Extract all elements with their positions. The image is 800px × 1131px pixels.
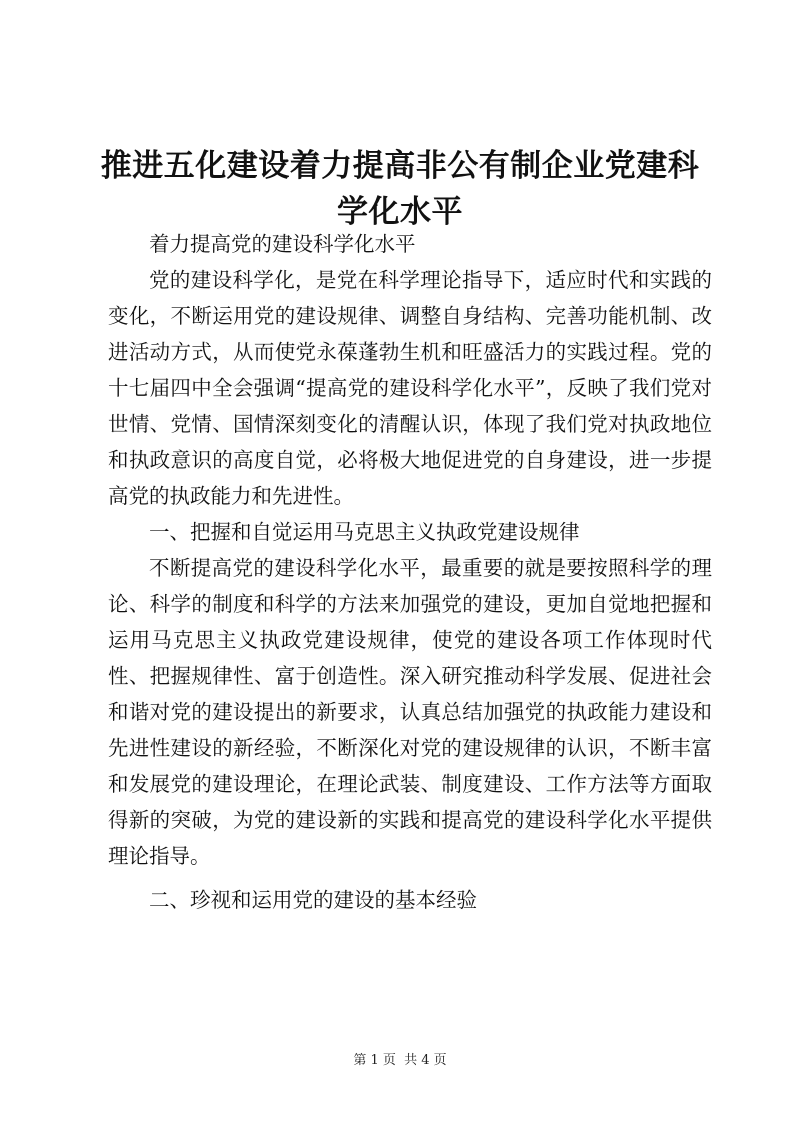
paragraph-section-1: 不断提高党的建设科学化水平，最重要的就是要按照科学的理论、科学的制度和科学的方法来加强党的建设，更加自觉地把握和运用马克思主义执政党建设规律，使党的建设各项工作体现时代性、把握规律性、富于创造性。深入研究推动科学发展、促进社会和谐对党的建设提出的新要求，认真总结加强党的执政能力建设和先进性建设的新经验，不断深化对党的建设规律的认识，不断丰富和发展党的建设理论，在理论武装、制度建设、工作方法等方面取得新的突破，为党的建设新的实践和提高党的建设科学化水平提供理论指导。 — [108, 556, 712, 868]
section-heading-1: 一、把握和自觉运用马克思主义执政党建设规律 — [149, 520, 580, 544]
section-subtitle: 着力提高党的建设科学化水平 — [149, 232, 416, 256]
page-footer — [0, 1049, 800, 1068]
page-total: 共 4 页 — [404, 1053, 447, 1068]
document-body — [108, 226, 712, 918]
document-title: 推进五化建设着力提高非公有制企业党建科学化水平 — [100, 148, 700, 230]
section-heading-2: 二、珍视和运用党的建设的基本经验 — [149, 888, 477, 912]
paragraph-intro: 党的建设科学化，是党在科学理论指导下，适应时代和实践的变化，不断运用党的建设规律、调整自身结构、完善功能机制、改进活动方式，从而使党永葆蓬勃生机和旺盛活力的实践过程。党的十七届四中全会强调“提高党的建设科学化水平”，反映了我们党对世情、党情、国情深刻变化的清醒认识，体现了我们党对执政地位和执政意识的高度自觉，必将极大地促进党的自身建设，进一步提高党的执政能力和先进性。 — [108, 268, 712, 508]
page-number: 第 1 页 — [353, 1053, 396, 1068]
